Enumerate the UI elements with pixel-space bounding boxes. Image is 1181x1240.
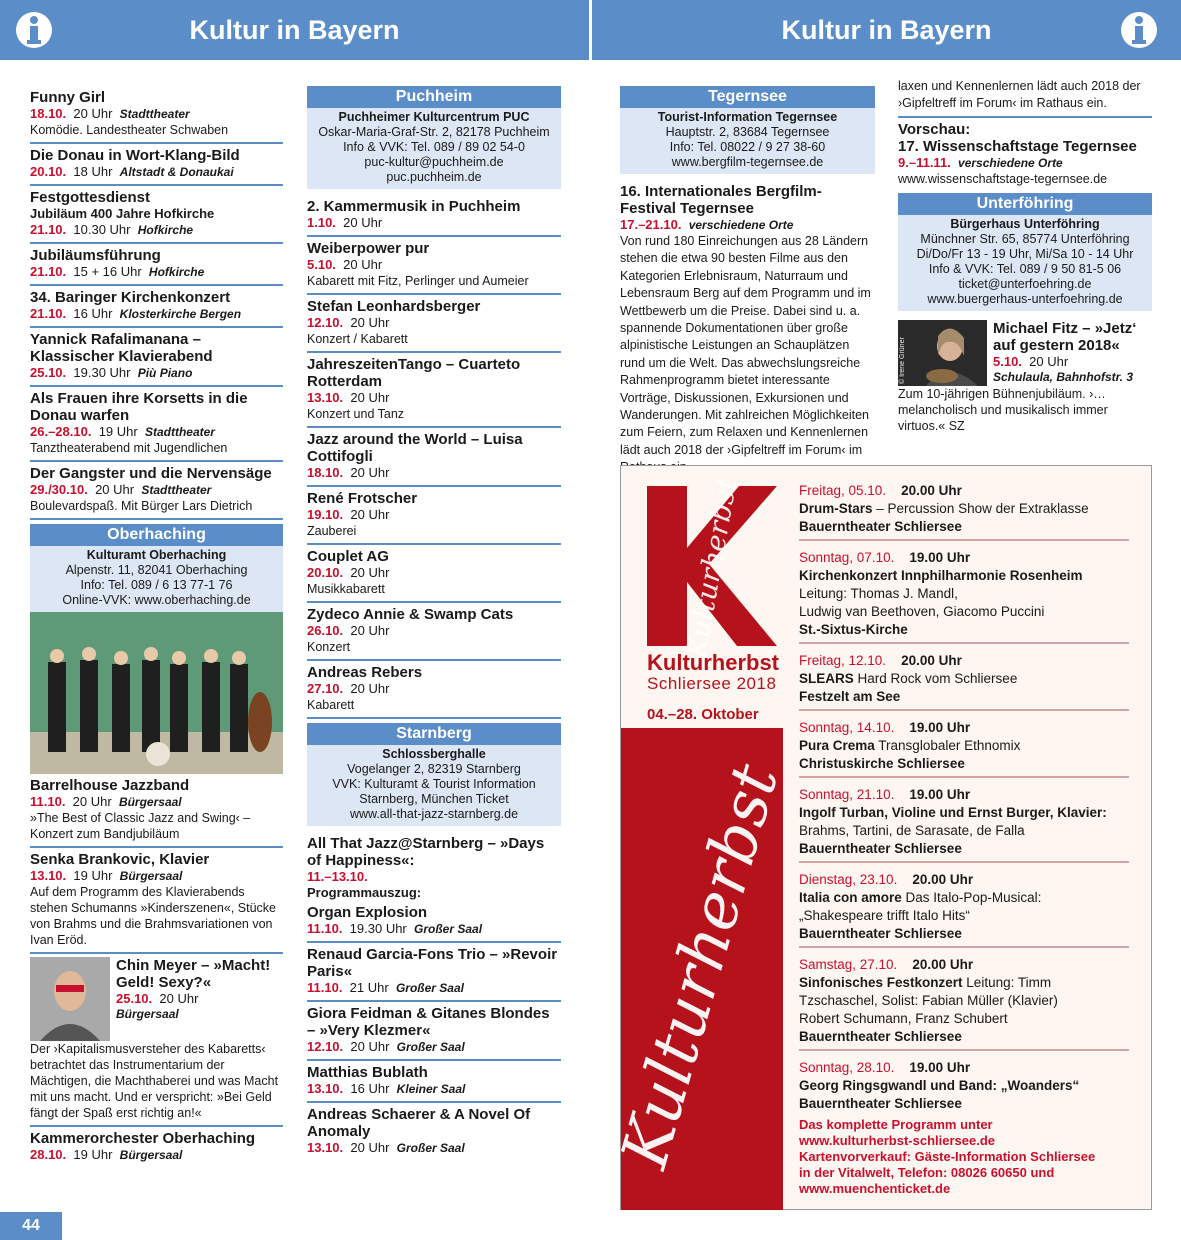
event-detail: Transglobaler Ethnomix [874, 738, 1021, 753]
event-venue: verschiedene Orte [688, 218, 794, 232]
header-left [0, 0, 589, 60]
event-venue: Bürgersaal [118, 794, 182, 809]
event-detail: Robert Schumann, Franz Schubert [799, 1011, 1008, 1026]
event-title: Renaud Garcia-Fons Trio – »Revoir Paris« [307, 945, 558, 980]
event-item [30, 244, 283, 286]
event-venue: Bürgersaal [119, 1147, 183, 1162]
kulturherbst-event [799, 786, 1129, 863]
event-item [307, 487, 561, 545]
event-time: 19.30 Uhr [73, 364, 131, 380]
event-item [307, 237, 561, 295]
event-michael-fitz [898, 317, 1152, 438]
event-title: Festgottesdienst [30, 189, 151, 206]
event-title: Stefan Leonhardsberger [307, 298, 481, 315]
event-venue: Großer Saal [414, 921, 483, 936]
event-detail: – Percussion Show der Extraklasse [872, 501, 1089, 516]
info-icon [1119, 9, 1159, 51]
event-description: Konzert und Tanz [307, 407, 405, 421]
photo-credit: © Irene Grüner [899, 337, 906, 384]
kulturherbst-red-panel [607, 728, 794, 1210]
event-time: 20 Uhr [159, 990, 199, 1006]
venue-heading: Unterföhring [898, 193, 1152, 215]
event-time: 20 Uhr [350, 507, 390, 522]
event-description: Kabarett mit Fitz, Perlinger und Aumeier [307, 274, 529, 288]
event-detail: Leitung: Timm [962, 975, 1052, 990]
event-venue: Bauerntheater Schliersee [799, 519, 962, 534]
event-time: 20 Uhr [72, 793, 112, 809]
event-time: 19.30 Uhr [349, 920, 407, 936]
event-performer: Italia con amore [799, 890, 902, 905]
event-date: Dienstag, 23.10. [799, 872, 898, 887]
event-date: 20.10. [30, 164, 67, 179]
event-venue: Bauerntheater Schliersee [799, 926, 962, 941]
event-venue: Christuskirche Schliersee [799, 756, 965, 771]
event-time: 20.00 Uhr [912, 872, 974, 887]
event-date: 12.10. [307, 315, 344, 330]
venue-box-tegernsee [620, 86, 875, 174]
kulturherbst-year: Schliersee 2018 [647, 674, 777, 693]
event-item [307, 295, 561, 353]
event-all-that-jazz [307, 832, 561, 901]
footer-line: Kartenvorverkauf: Gäste-Information Schliersee [799, 1149, 1096, 1164]
event-item [307, 1061, 561, 1103]
kulturherbst-dates: 04.–28. Oktober [647, 706, 759, 723]
event-description: »The Best of Classic Jazz and Swing‹ – Konzert zum Bandjubiläum [30, 810, 251, 841]
event-date: 21.10. [30, 263, 67, 279]
event-time: 20 Uhr [350, 1139, 390, 1155]
column-3 [620, 86, 875, 457]
event-bergfilm [620, 180, 875, 457]
event-title: Matthias Bublath [307, 1063, 428, 1081]
venue-box-unterfoehring [898, 193, 1152, 311]
venue-line: Info: Tel. 089 / 6 13 77-1 76 [80, 577, 233, 592]
venue-line: Alpenstr. 11, 82041 Oberhaching [65, 562, 248, 577]
event-date: 11.10. [307, 920, 343, 936]
event-description: Tanztheaterabend mit Jugendlichen [30, 440, 228, 455]
event-time: 20 Uhr [350, 681, 390, 696]
event-title: René Frotscher [307, 490, 418, 507]
event-time: 16 Uhr [73, 305, 113, 321]
event-time: 20 Uhr [95, 481, 135, 497]
michael-fitz-photo [898, 320, 987, 386]
venue-name: Puchheimer Kulturcentrum PUC [338, 110, 530, 124]
event-description: Komödie. Landestheater Schwaben [30, 123, 229, 137]
kulturherbst-brand: Kulturherbst [647, 650, 779, 675]
event-detail: Leitung: Thomas J. Mandl, [799, 586, 958, 601]
event-item [307, 661, 561, 719]
event-date: 1.10. [307, 215, 336, 230]
header-title: Kultur in Bayern [189, 14, 400, 45]
kulturherbst-event [799, 871, 1129, 948]
venue-line: Münchner Str. 65, 85774 Unterföhring [920, 232, 1130, 246]
event-title: Andreas Schaerer & A Novel Of Anomaly [307, 1105, 531, 1140]
event-time: 20.00 Uhr [912, 957, 974, 972]
event-date: 21.10. [30, 221, 67, 237]
event-time: 20.00 Uhr [901, 653, 962, 668]
event-time: 20 Uhr [350, 1038, 390, 1054]
event-item [30, 462, 283, 520]
event-venue: Schulaula, Bahnhofstr. 3 [993, 370, 1134, 384]
event-detail: Ludwig van Beethoven, Giacomo Puccini [799, 604, 1045, 619]
event-item [30, 144, 283, 186]
event-item [307, 353, 561, 428]
event-item [307, 195, 561, 237]
event-performer: Georg Ringsgwandl und Band: „Woanders“ [799, 1078, 1080, 1093]
venue-line: Info & VVK: Tel. 089 / 89 02 54-0 [343, 140, 525, 154]
event-detail: Hard Rock vom Schliersee [853, 671, 1018, 686]
event-venue: Großer Saal [395, 980, 464, 995]
venue-line: Info & VVK: Tel. 089 / 9 50 81-5 06 [928, 262, 1122, 276]
kulturherbst-event [799, 652, 1129, 711]
preview-label: Vorschau: [898, 121, 971, 138]
event-title: 34. Baringer Kirchenkonzert [30, 288, 231, 306]
event-date: 20.10. [307, 565, 344, 580]
venue-name: Schlossberghalle [382, 747, 486, 761]
kulturherbst-event [799, 549, 1129, 644]
event-date: Sonntag, 21.10. [799, 787, 895, 802]
event-time: 20 Uhr [73, 106, 113, 121]
event-description: Der ›Kapitalismusversteher des Kabaretts‹ betrachtet das Instrumentarium der Mächtigen, die Machthaberei und was Macht mit uns macht. Und er verspricht: »Bei Geld fängt der Spaß erst richtig an!« [30, 1041, 279, 1120]
footer-link[interactable]: www.muenchenticket.de [799, 1181, 951, 1196]
event-detail: Das Italo-Pop-Musical: [901, 890, 1042, 905]
event-date: Sonntag, 28.10. [799, 1060, 895, 1075]
event-description: Konzert / Kabarett [307, 332, 408, 346]
venue-heading: Starnberg [307, 723, 561, 745]
kulturherbst-footer [799, 1117, 1139, 1197]
event-title: Barrelhouse Jazzband [30, 776, 190, 794]
event-date: Sonntag, 07.10. [799, 550, 895, 565]
event-date: 5.10. [307, 257, 336, 272]
event-date: 25.10. [30, 364, 67, 380]
event-time: 18 Uhr [73, 164, 113, 179]
event-venue: Hofkirche [148, 264, 205, 279]
event-performer: Sinfonisches Festkonzert [799, 975, 963, 990]
event-venue: Bürgersaal [119, 868, 183, 883]
event-time: 20 Uhr [350, 623, 390, 638]
event-title: Organ Explosion [307, 903, 428, 921]
event-date: 13.10. [30, 867, 67, 883]
event-time: 20 Uhr [343, 215, 383, 230]
kulturherbst-ad [607, 465, 1152, 1210]
event-item [307, 1002, 561, 1061]
event-detail: Brahms, Tartini, de Sarasate, de Falla [799, 823, 1025, 838]
continued-text: laxen und Kennenlernen lädt auch 2018 der ›Gipfeltreff im Forum‹ im Rathaus ein. [898, 79, 1141, 110]
event-title: Als Frauen ihre Korsetts in die Donau warfen [30, 389, 248, 424]
event-venue: St.-Sixtus-Kirche [799, 622, 908, 637]
column-1 [30, 86, 283, 1167]
event-date: 25.10. [116, 990, 153, 1006]
event-title: Der Gangster und die Nervensäge [30, 464, 272, 482]
venue-heading: Puchheim [307, 86, 561, 108]
event-time: 15 + 16 Uhr [73, 263, 142, 279]
venue-line: VVK: Kulturamt & Tourist Information [332, 777, 536, 791]
event-venue: Stadttheater [119, 107, 190, 121]
event-time: 21 Uhr [349, 979, 389, 995]
event-time: 19 Uhr [98, 423, 138, 439]
venue-box-oberhaching [30, 524, 283, 612]
event-venue: Bauerntheater Schliersee [799, 1029, 962, 1044]
event-item [307, 901, 561, 943]
event-date: Sonntag, 14.10. [799, 720, 895, 735]
venue-box-puchheim [307, 86, 561, 189]
event-senka [30, 848, 283, 954]
event-venue: Klosterkirche Bergen [119, 306, 242, 321]
event-time: 19.00 Uhr [909, 720, 971, 735]
event-title: All That Jazz@Starnberg – »Days of Happiness«: [307, 835, 545, 869]
event-description: Boulevardspaß. Mit Bürger Lars Dietrich [30, 498, 253, 513]
event-time: 19.00 Uhr [909, 550, 971, 565]
event-vorschau [898, 118, 1152, 191]
event-date: 26.10. [307, 623, 344, 638]
kulturherbst-event [799, 719, 1129, 778]
event-item [30, 387, 283, 462]
event-venue: Großer Saal [396, 1140, 465, 1155]
event-venue: Più Piano [137, 365, 193, 380]
event-date: 26.–28.10. [30, 423, 92, 439]
event-venue: Altstadt & Donaukai [119, 165, 234, 179]
event-date: 21.10. [30, 305, 67, 321]
event-date: 13.10. [307, 1139, 344, 1155]
event-title: Andreas Rebers [307, 664, 423, 681]
event-time: 20 Uhr [350, 315, 390, 330]
event-description: Auf dem Programm des Klavierabends stehen Schumanns »Kinderszenen«, Stücke von Brahms und die Brahmsvariationen von Ivan Eröd. [30, 884, 276, 947]
event-time: 19 Uhr [73, 867, 113, 883]
event-date: 13.10. [307, 390, 344, 405]
event-item [30, 328, 283, 387]
event-item [30, 186, 283, 244]
event-date: 11.10. [307, 979, 343, 995]
venue-line: Vogelanger 2, 82319 Starnberg [347, 762, 521, 776]
event-subtitle: Jubiläum 400 Jahre Hofkirche [30, 206, 215, 221]
band-photo [30, 612, 283, 774]
event-date: Freitag, 05.10. [799, 483, 887, 498]
venue-line: ticket@unterfoehring.de [958, 277, 1092, 291]
event-item [307, 545, 561, 603]
footer-line: Das komplette Programm unter [799, 1117, 993, 1132]
venue-name: Bürgerhaus Unterföhring [950, 217, 1100, 231]
event-item [307, 943, 561, 1002]
event-description: Zum 10-jährigen Bühnenjubiläum. ›…melancholisch und musikalisch immer virtuos.« SZ [898, 387, 1108, 433]
event-title: 17. Wissenschaftstage Tegernsee [898, 138, 1137, 155]
event-title: Jazz around the World – Luisa Cottifogli [307, 431, 523, 465]
event-title: Zydeco Annie & Swamp Cats [307, 606, 514, 623]
venue-name: Tourist-Information Tegernsee [657, 110, 838, 124]
event-performer: Pura Crema [799, 738, 875, 753]
event-date: 12.10. [307, 1038, 344, 1054]
event-date: 28.10. [30, 1146, 67, 1162]
event-title: Weiberpower pur [307, 240, 430, 257]
event-time: 20 Uhr [350, 465, 390, 480]
venue-name: Kulturamt Oberhaching [86, 547, 227, 562]
venue-heading: Tegernsee [620, 86, 875, 108]
info-icon [14, 9, 54, 51]
event-venue: verschiedene Orte [958, 156, 1063, 170]
event-item [307, 428, 561, 487]
program-label: Programmauszug: [307, 885, 422, 900]
event-detail: „Shakespeare trifft Italo Hits“ [799, 908, 970, 923]
kulturherbst-script-logo: Kulturherbst [679, 475, 744, 661]
column-4 [898, 78, 1152, 438]
event-date: 13.10. [307, 1080, 344, 1096]
page-number: 44 [0, 1212, 62, 1240]
event-barrelhouse [30, 774, 283, 848]
footer-line: in der Vitalwelt, Telefon: 08026 60650 und [799, 1165, 1055, 1180]
event-date: 18.10. [307, 465, 344, 480]
event-title: JahreszeitenTango – Cuarteto Rotterdam [307, 356, 521, 390]
event-time: 20 Uhr [343, 257, 383, 272]
bergfilm-continued [898, 78, 1152, 118]
venue-line: www.bergfilm-tegernsee.de [671, 155, 824, 169]
event-item [30, 286, 283, 328]
event-title: Yannick Rafalimanana – Klassischer Klavierabend [30, 330, 213, 365]
venue-line: puc-kultur@puchheim.de [364, 155, 504, 169]
event-date: 17.–21.10. [620, 217, 682, 232]
event-item [307, 1103, 561, 1160]
event-time: 19.00 Uhr [909, 1060, 971, 1075]
event-detail: Tzschaschel, Solist: Fabian Müller (Klavier) [799, 993, 1058, 1008]
event-title: 16. Internationales Bergfilm-Festival Tegernsee [620, 183, 822, 217]
event-time: 16 Uhr [350, 1080, 390, 1096]
venue-line: Di/Do/Fr 13 - 19 Uhr, Mi/Sa 10 - 14 Uhr [916, 247, 1134, 261]
event-performer: SLEARS [799, 671, 854, 686]
venue-heading: Oberhaching [30, 524, 283, 546]
event-time: 19.00 Uhr [909, 787, 971, 802]
event-performer: Kirchenkonzert Innphilharmonie Rosenheim [799, 568, 1083, 583]
event-date: 11.10. [30, 793, 66, 809]
event-venue: Bürgersaal [116, 1006, 179, 1021]
event-title: Couplet AG [307, 548, 389, 565]
event-venue: Bauerntheater Schliersee [799, 841, 962, 856]
event-date: 27.10. [307, 681, 344, 696]
event-kammerorchester [30, 1127, 283, 1167]
event-venue: Großer Saal [396, 1039, 465, 1054]
column-2 [307, 86, 561, 1160]
header-title-right: Kultur in Bayern [781, 14, 992, 45]
event-time: 20 Uhr [350, 390, 390, 405]
event-venue: Kleiner Saal [396, 1081, 466, 1096]
event-url[interactable]: www.wissenschaftstage-tegernsee.de [898, 172, 1108, 186]
venue-box-starnberg [307, 723, 561, 826]
event-title: Michael Fitz – »Jetz‘ auf gestern 2018« [993, 320, 1137, 354]
event-title: Funny Girl [30, 89, 105, 106]
event-title: Jubiläumsführung [30, 246, 161, 264]
venue-line: Online-VVK: www.oberhaching.de [62, 592, 251, 607]
event-item [307, 603, 561, 661]
event-description: Konzert [307, 640, 351, 654]
event-title: 2. Kammermusik in Puchheim [307, 198, 521, 215]
event-title: Chin Meyer – »Macht! Geld! Sexy?« [116, 956, 271, 991]
event-title: Giora Feidman & Gitanes Blondes – »Very Klezmer« [307, 1004, 550, 1039]
event-venue: Bauerntheater Schliersee [799, 1096, 962, 1111]
footer-link[interactable]: www.kulturherbst-schliersee.de [799, 1133, 996, 1148]
chin-meyer-photo [30, 957, 110, 1041]
event-date: 11.–13.10. [307, 869, 368, 884]
event-date: Freitag, 12.10. [799, 653, 887, 668]
event-item [30, 86, 283, 144]
event-performer: Ingolf Turban, Violine und Ernst Burger, Klavier: [799, 805, 1107, 820]
event-description: Kabarett [307, 698, 355, 712]
event-date: 19.10. [307, 507, 344, 522]
event-description: Musikkabarett [307, 582, 385, 596]
venue-line: www.all-that-jazz-starnberg.de [349, 807, 519, 821]
kulturherbst-event [799, 956, 1129, 1051]
event-date: 9.–11.11. [898, 155, 951, 170]
venue-line: www.buergerhaus-unterfoehring.de [927, 292, 1123, 306]
venue-line: Starnberg, München Ticket [359, 792, 509, 806]
event-venue: Stadttheater [141, 482, 212, 497]
event-date: 18.10. [30, 106, 67, 121]
event-time: 19 Uhr [73, 1146, 113, 1162]
event-description: Zauberei [307, 524, 357, 538]
kulturherbst-event [799, 482, 1129, 541]
event-date: Samstag, 27.10. [799, 957, 898, 972]
event-title: Senka Brankovic, Klavier [30, 850, 210, 868]
event-time: 20 Uhr [350, 565, 390, 580]
event-time: 10.30 Uhr [73, 221, 131, 237]
event-title: Die Donau in Wort-Klang-Bild [30, 147, 240, 164]
event-performer: Drum-Stars [799, 501, 873, 516]
venue-line: Hauptstr. 2, 83684 Tegernsee [665, 125, 830, 139]
event-venue: Stadttheater [144, 424, 215, 439]
event-date: 5.10. [993, 354, 1022, 369]
event-date: 29./30.10. [30, 481, 88, 497]
kulturherbst-event [799, 1059, 1129, 1116]
venue-line: puc.puchheim.de [386, 170, 482, 184]
event-title: Kammerorchester Oberhaching [30, 1129, 256, 1147]
event-venue: Hofkirche [137, 222, 194, 237]
event-time: 20.00 Uhr [901, 483, 962, 498]
event-time: 20 Uhr [1029, 354, 1069, 369]
header-right [592, 0, 1181, 60]
venue-line: Oskar-Maria-Graf-Str. 2, 82178 Puchheim [318, 125, 550, 139]
kulturherbst-script-large: Kulturherbst [607, 756, 794, 1176]
venue-line: Info: Tel. 08022 / 9 27 38-60 [669, 140, 826, 154]
event-venue: Festzelt am See [799, 689, 901, 704]
event-chin-meyer [30, 954, 283, 1127]
event-description: Von rund 180 Einreichungen aus 28 Ländern stehen die etwa 90 besten Filme aus den Kategorien Erlebnisraum, Naturraum und Lebensraum Berg auf dem Programm und im Wettbewerb um die Preise. Dabei sind u. a. spannende Dokumentationen über große alpinistische Leistungen an Schauplätzen rund um die Welt. Das abwechslungsreiche Rahmenprogramm bietet interessante Vorträge, Diskussionen, Exkursionen und Wanderungen. Mit zahlreichen Möglichkeiten zum Feiern, zum Relaxen und Kennenlernen lädt auch 2018 der ›Gipfeltreff im Forum‹ im [620, 234, 871, 457]
